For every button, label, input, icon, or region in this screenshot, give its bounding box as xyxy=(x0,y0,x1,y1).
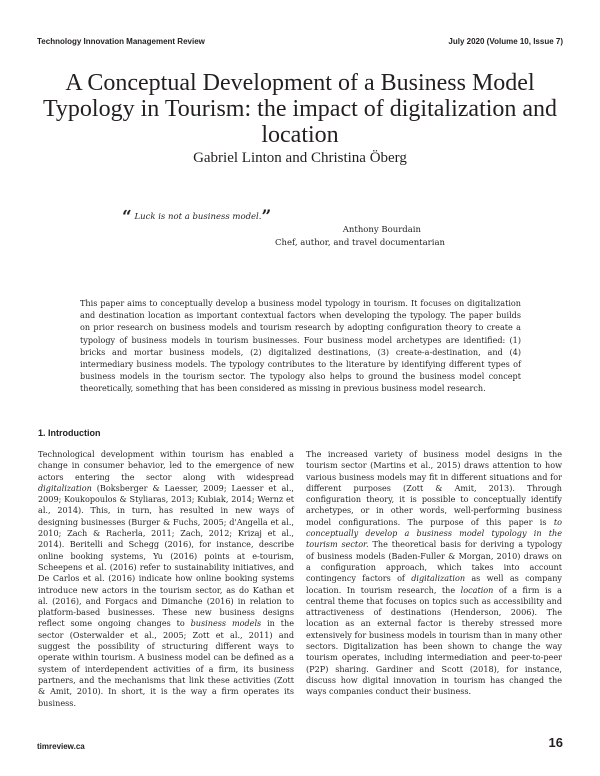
epigraph-quote xyxy=(122,207,271,227)
article-title: A Conceptual Development of a Business Model Typology in Tourism: the impact of digitalization and location xyxy=(42,70,558,148)
text-run: Technological development within tourism has enabled a change in consumer behavior, led to the emergence of new actors entering the sector along with widespread xyxy=(38,449,294,482)
emphasis: digitalization xyxy=(38,482,92,493)
open-quote-mark: “ xyxy=(122,207,132,227)
issue-info: July 2020 (Volume 10, Issue 7) xyxy=(448,37,563,46)
close-quote-mark: ” xyxy=(261,207,272,227)
text-run: The increased variety of business model designs in the tourism sector (Martins et al., 2015) draws attention to how various business models may fit in different situations and for different purposes (Zott & Amit, 2013). Through configuration theory, it is possible to conceptually identify archetypes, or in other words, well-performing business model configurations. The purpose of this paper is xyxy=(306,449,562,527)
footer-site: timreview.ca xyxy=(37,742,85,751)
emphasis: location xyxy=(460,584,494,595)
text-run: (Boksberger & Laesser, 2009; Laesser et al., 2009; Koukopoulos & Styliaras, 2013; Kubiak, 2014; Wernz et al., 2014). This, in turn, has resulted in new ways of designing businesses (Burger & Fuchs, 2005; d'Angella et al., 2010; Zach & Racherla, 2011; Zach, 2012; Krizaj et al., 2014). Beritelli and Schegg (2016), for instance, describe online booking systems, Yu (2016) points at e-tourism, Scheepens et al. (2016) refer to sustainability initiatives, and De Carlos et al. (2016) indicate how online booking systems introduce new actors in the tourism sector, as do Kathan et al. (2016), and Forgacs and Dimanche (2016) in relation to platform-based businesses. These new business designs reflect some ongoing changes to xyxy=(38,482,294,629)
text-run: in the sector (Osterwalder et al., 2005; Zott et al., 2011) and suggest the possibility of structuring different ways to operate within tourism. A business model can be defined as a system of interdependent activities of a firm, its business partners, and the mechanisms that link these activities (Zott & Amit, 2010). In short, it is the way a firm operates its business. xyxy=(38,618,294,708)
epigraph-author: Anthony Bourdain xyxy=(342,225,421,235)
text-run: The theoretical basis for deriving a typology of business models (Baden-Fuller & Morgan, 2010) draws on a configuration approach, which takes into account contingency factors of xyxy=(306,539,562,584)
abstract: This paper aims to conceptually develop a business model typology in tourism. It focuses on digitalization and destination location as important contextual factors when developing the typology. The paper builds on prior research on business models and tourism research by adopting configuration theory to create a typology of business models in tourism businesses. Four business model archetypes are identified: (1) bricks and mortar business models, (2) digitalized destinations, (3) create-a-destination, and (4) intermediary business models. The typology contributes to the literature by identifying different types of business models in the tourism sector. The typology also helps to ground the business model concept theoretically, something that has been considered as missing in previous business model research. xyxy=(80,298,521,394)
emphasis: to conceptually develop a business model typology in the tourism sector. xyxy=(306,516,562,550)
journal-name: Technology Innovation Management Review xyxy=(37,37,205,46)
epigraph-author-role: Chef, author, and travel documentarian xyxy=(275,238,445,248)
left-column xyxy=(38,449,294,709)
page-number: 16 xyxy=(548,735,563,750)
paragraph xyxy=(306,449,562,698)
epigraph-text: Luck is not a business model. xyxy=(134,212,262,222)
emphasis: digitalization xyxy=(411,573,466,584)
article-authors: Gabriel Linton and Christina Öberg xyxy=(193,150,407,166)
text-run: as well as company location. In tourism research, the xyxy=(306,573,562,595)
emphasis: business models xyxy=(190,618,262,629)
section-heading: 1. Introduction xyxy=(38,428,101,438)
paragraph xyxy=(38,449,294,709)
text-run: of a firm is a central theme that focuses on topics such as accessibility and attractiveness of destinations (Henderson, 2006). The location as an external factor is thereby stressed more extensively for business models in tourism than in many other sectors. Digitalization has been shown to change the way tourism operates, including intermediation and peer-to-peer (P2P) sharing. Gardiner and Scott (2018), for instance, discuss how digital innovation in tourism has changed the ways companies conduct their business. xyxy=(306,584,562,697)
right-column xyxy=(306,449,562,698)
